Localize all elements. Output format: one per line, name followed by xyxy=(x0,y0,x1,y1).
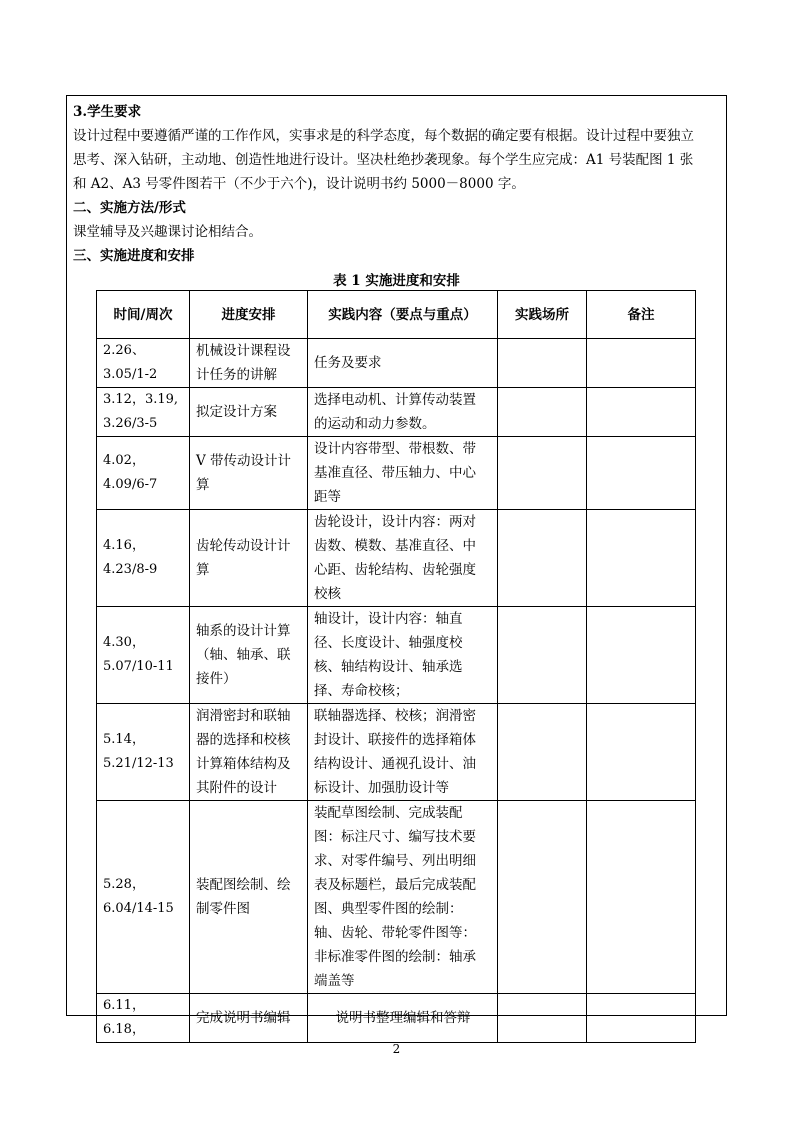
cell-note xyxy=(587,510,696,607)
plan-line: 器的选择和校核 xyxy=(196,732,291,748)
cell-content xyxy=(308,994,498,1043)
cell-place xyxy=(498,994,587,1043)
cell-time xyxy=(97,607,190,704)
time-line: 4.02， xyxy=(103,453,145,468)
content-line: 说明书整理编辑和答辩 xyxy=(314,1010,471,1026)
section3-para-line-2: 思考、深入钻研，主动地、创造性地进行设计。坚决杜绝抄袭现象。每个学生应完成：A1 号装配图 1 张 xyxy=(73,152,694,168)
plan-line: 计算箱体结构及 xyxy=(196,756,291,772)
content-line: 选择电动机、计算传动装置 xyxy=(314,392,476,408)
methods-text: 课堂辅导及兴趣课讨论相结合。 xyxy=(73,224,262,240)
cell-content xyxy=(308,388,498,437)
content-line: 标设计、加强肋设计等 xyxy=(314,780,449,796)
cell-note xyxy=(587,437,696,510)
table-row xyxy=(97,607,696,704)
cell-place xyxy=(498,437,587,510)
table-row xyxy=(97,704,696,801)
time-line: 4.30， xyxy=(103,635,145,650)
content-line: 任务及要求 xyxy=(314,355,382,371)
plan-line: 其附件的设计 xyxy=(196,780,277,796)
content-line: 核、轴结构设计、轴承选 xyxy=(314,659,463,675)
content-line: 联轴器选择、校核；润滑密 xyxy=(314,708,476,724)
cell-place xyxy=(498,339,587,388)
cell-content xyxy=(308,437,498,510)
plan-line: V 带传动设计计 xyxy=(196,453,292,469)
time-line: 4.16， xyxy=(103,538,145,553)
content-line: 非标准零件图的绘制：轴承 xyxy=(314,949,476,965)
plan-line: 计任务的讲解 xyxy=(196,367,277,383)
plan-line: 制零件图 xyxy=(196,901,250,917)
cell-place xyxy=(498,388,587,437)
page-number: 2 xyxy=(392,1042,401,1056)
content-line: 择、寿命校核； xyxy=(314,683,409,699)
cell-note xyxy=(587,994,696,1043)
content-line: 径、长度设计、轴强度校 xyxy=(314,635,463,651)
cell-time xyxy=(97,388,190,437)
section3-para-line-1: 设计过程中要遵循严谨的工作作风，实事求是的科学态度，每个数据的确定要有根据。设计过程中要独立 xyxy=(73,128,694,144)
cell-plan xyxy=(190,704,308,801)
content-line: 轴、齿轮、带轮零件图等： xyxy=(314,925,476,941)
content-line: 求、对零件编号、列出明细 xyxy=(314,853,476,869)
plan-line: 算 xyxy=(196,477,210,493)
cell-place xyxy=(498,510,587,607)
plan-line: 接件） xyxy=(196,671,237,687)
cell-content xyxy=(308,339,498,388)
time-line: 5.28， xyxy=(103,877,145,892)
plan-line: 算 xyxy=(196,562,210,578)
time-line: 6.11，6.18， xyxy=(103,998,145,1037)
plan-line: 装配图绘制、绘 xyxy=(196,877,291,893)
column-header-content: 实践内容（要点与重点） xyxy=(308,291,498,339)
content-line: 端盖等 xyxy=(314,973,355,989)
cell-note xyxy=(587,339,696,388)
column-header-note: 备注 xyxy=(587,291,696,339)
plan-line: 拟定设计方案 xyxy=(196,404,277,420)
cell-content xyxy=(308,704,498,801)
time-line: 5.21/12-13 xyxy=(103,756,174,771)
section3-heading: 3.学生要求 xyxy=(73,104,142,120)
time-line: 6.04/14-15 xyxy=(103,901,174,916)
cell-plan xyxy=(190,388,308,437)
section3-para-line-3: 和 A2、A3 号零件图若干（不少于六个)，设计说明书约 5000－8000 字。 xyxy=(73,176,525,192)
time-line: 3.12，3.19, xyxy=(103,392,179,407)
cell-place xyxy=(498,607,587,704)
cell-time xyxy=(97,801,190,994)
content-line: 图、典型零件图的绘制： xyxy=(314,901,463,917)
table-row xyxy=(97,388,696,437)
time-line: 5.14， xyxy=(103,732,145,747)
content-line: 齿轮设计，设计内容：两对 xyxy=(314,514,476,530)
cell-plan xyxy=(190,801,308,994)
plan-line: （轴、轴承、联 xyxy=(196,647,291,663)
column-header-time: 时间/周次 xyxy=(97,291,190,339)
cell-plan xyxy=(190,510,308,607)
content-line: 基准直径、带压轴力、中心 xyxy=(314,465,476,481)
time-line: 5.07/10-11 xyxy=(103,659,174,674)
cell-time xyxy=(97,510,190,607)
cell-place xyxy=(498,704,587,801)
plan-line: 轴系的设计计算 xyxy=(196,623,291,639)
content-line: 齿数、模数、基准直径、中 xyxy=(314,538,476,554)
time-line: 3.05/1-2 xyxy=(103,367,158,382)
column-header-plan: 进度安排 xyxy=(190,291,308,339)
methods-heading: 二、实施方法/形式 xyxy=(73,200,186,216)
cell-note xyxy=(587,607,696,704)
cell-plan xyxy=(190,437,308,510)
cell-plan xyxy=(190,607,308,704)
content-line: 心距、齿轮结构、齿轮强度 xyxy=(314,562,476,578)
schedule-table xyxy=(96,290,696,1043)
table-row xyxy=(97,437,696,510)
cell-time xyxy=(97,339,190,388)
table-row xyxy=(97,510,696,607)
column-header-place: 实践场所 xyxy=(498,291,587,339)
cell-content xyxy=(308,607,498,704)
time-line: 3.26/3-5 xyxy=(103,416,158,431)
content-line: 结构设计、通视孔设计、油 xyxy=(314,756,476,772)
plan-line: 润滑密封和联轴 xyxy=(196,708,291,724)
content-line: 设计内容带型、带根数、带 xyxy=(314,441,476,457)
plan-line: 齿轮传动设计计 xyxy=(196,538,291,554)
content-line: 的运动和动力参数。 xyxy=(314,416,436,432)
content-line: 封设计、联接件的选择箱体 xyxy=(314,732,476,748)
table-row xyxy=(97,339,696,388)
table-row xyxy=(97,994,696,1043)
table-title: 表 1 实施进度和安排 xyxy=(333,273,460,289)
table-header-row xyxy=(97,291,696,339)
cell-plan xyxy=(190,994,308,1043)
cell-time xyxy=(97,994,190,1043)
cell-time xyxy=(97,704,190,801)
cell-note xyxy=(587,801,696,994)
content-line: 距等 xyxy=(314,489,341,505)
time-line: 4.09/6-7 xyxy=(103,477,158,492)
content-line: 图：标注尺寸、编写技术要 xyxy=(314,829,476,845)
cell-note xyxy=(587,388,696,437)
content-line: 装配草图绘制、完成装配 xyxy=(314,805,463,821)
time-line: 4.23/8-9 xyxy=(103,562,158,577)
cell-content xyxy=(308,801,498,994)
cell-place xyxy=(498,801,587,994)
table-row xyxy=(97,801,696,994)
plan-line: 完成说明书编辑 xyxy=(196,1010,291,1026)
content-line: 校核 xyxy=(314,586,341,602)
content-line: 轴设计，设计内容：轴直 xyxy=(314,611,463,627)
cell-time xyxy=(97,437,190,510)
cell-plan xyxy=(190,339,308,388)
schedule-heading: 三、实施进度和安排 xyxy=(73,248,195,264)
time-line: 2.26、 xyxy=(103,343,145,358)
content-line: 表及标题栏，最后完成装配 xyxy=(314,877,476,893)
plan-line: 机械设计课程设 xyxy=(196,343,291,359)
cell-note xyxy=(587,704,696,801)
cell-content xyxy=(308,510,498,607)
